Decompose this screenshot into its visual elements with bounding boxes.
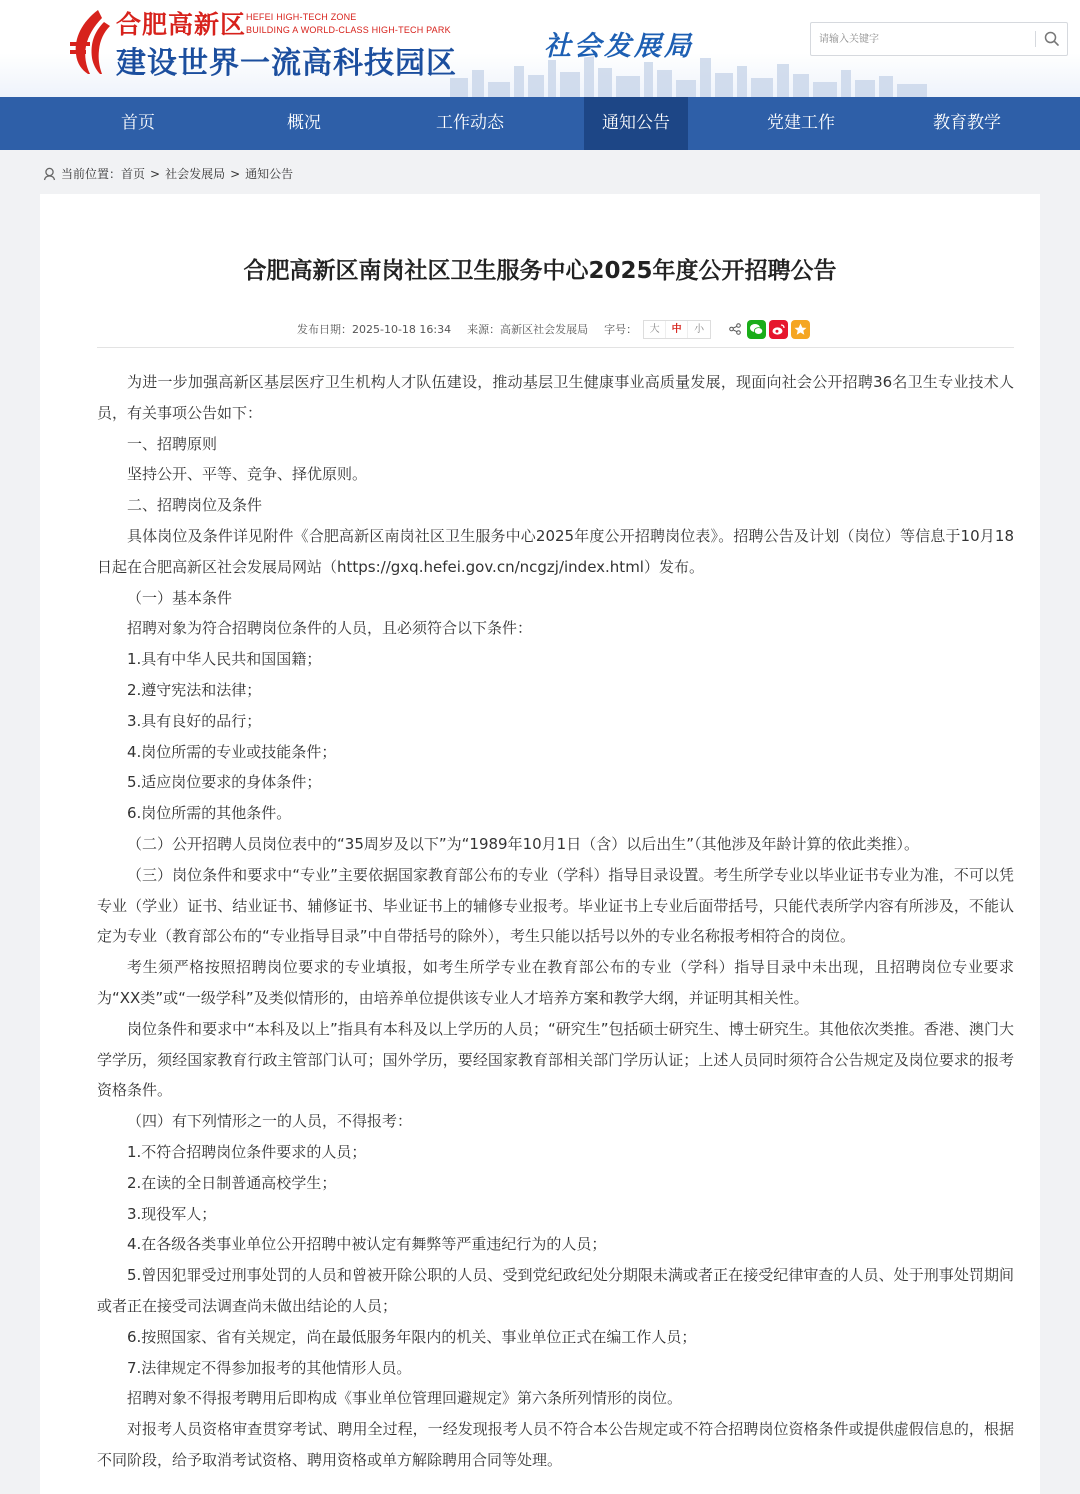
publish-date-label: 发布日期：	[297, 323, 352, 336]
source-label: 来源：	[467, 323, 501, 336]
breadcrumb-label: 当前位置：	[61, 167, 122, 181]
nav-item-notices[interactable]: 通知公告	[584, 97, 688, 150]
paragraph: （三）岗位条件和要求中“专业”主要依据国家教育部公布的专业（学科）指导目录设置。考生所学专业以毕业证书专业为准，不可以凭专业（学业）证书、结业证书、辅修证书、毕业证书上的辅修专业报考。毕业证书上专业后面带括号，只能代表所学内容有所涉及，不能认定为专业（教育部公布的“专业指导目录”中自带括号的除外），考生只能以括号以外的专业名称报考相符合的岗位。	[97, 865, 1014, 946]
font-size-small-button[interactable]: 小	[694, 323, 705, 335]
paragraph: 二、招聘岗位及条件	[127, 496, 263, 515]
publish-date: 2025-10-18 16:34	[352, 322, 452, 336]
nav-item-overview[interactable]: 概况	[287, 113, 321, 133]
logo-title-cn: 合肥高新区	[116, 10, 247, 39]
search-input[interactable]	[811, 23, 1033, 55]
article-title: 合肥高新区南岗社区卫生服务中心2025年度公开招聘公告	[243, 258, 837, 284]
department-title: 社会发展局	[544, 31, 694, 62]
paragraph: 2.遵守宪法和法律；	[127, 680, 262, 699]
paragraph: 为进一步加强高新区基层医疗卫生机构人才队伍建设，推动基层卫生健康事业高质量发展，现面向社会公开招聘36名卫生专业技术人员，有关事项公告如下：	[97, 373, 1014, 422]
article-body	[97, 367, 1014, 1476]
paragraph: 坚持公开、平等、竞争、择优原则。	[127, 465, 368, 484]
paragraph: 7.法律规定不得参加报考的其他情形人员。	[127, 1358, 412, 1377]
paragraph: （二）公开招聘人员岗位表中的“35周岁及以下”为“1989年10月1日（含）以后出生”（其他涉及年龄计算的依此类推）。	[127, 834, 919, 853]
font-size-label: 字号：	[604, 323, 638, 336]
weibo-icon[interactable]	[769, 320, 788, 339]
site-header	[0, 0, 1080, 97]
font-size-medium-button[interactable]: 中	[666, 321, 688, 338]
paragraph: 对报考人员资格审查贯穿考试、聘用全过程，一经发现报考人员不符合本公告规定或不符合招聘岗位资格条件或提供虚假信息的，根据不同阶段，给予取消考试资格、聘用资格或单方解除聘用合同等处理。	[97, 1420, 1014, 1469]
location-pin-icon	[43, 167, 56, 181]
paragraph: 1.不符合招聘岗位条件要求的人员；	[127, 1142, 367, 1161]
wechat-icon[interactable]	[747, 320, 766, 339]
paragraph: 5.曾因犯罪受过刑事处罚的人员和曾被开除公职的人员、受到党纪政纪处分期限未满或者正在接受纪律审查的人员、处于刑事处罚期间或者正在接受司法调查尚未做出结论的人员；	[97, 1266, 1014, 1315]
breadcrumb	[43, 165, 293, 182]
paragraph: 一、招聘原则	[127, 434, 218, 453]
nav-item-news[interactable]: 工作动态	[436, 113, 504, 133]
paragraph: 考生须严格按照招聘岗位要求的专业填报，如考生所学专业在教育部公布的专业（学科）指导目录中未出现，且招聘岗位专业要求为“XX类”或“一级学科”及类似情形的，由培养单位提供该专业人才培养方案和教学大纲，并证明其相关性。	[97, 958, 1014, 1007]
font-size-switcher	[643, 320, 711, 339]
paragraph: 2.在读的全日制普通高校学生；	[127, 1173, 337, 1192]
paragraph: 3.具有良好的品行；	[127, 711, 262, 730]
logo-title-en: HEFEI HIGH-TECH ZONE	[246, 12, 357, 22]
paragraph: 3.现役军人；	[127, 1204, 217, 1223]
breadcrumb-department[interactable]: 社会发展局	[165, 167, 226, 181]
hefei-high-tech-logo-icon	[68, 8, 114, 74]
font-size-large-button[interactable]: 大	[644, 321, 666, 338]
paragraph: （一）基本条件	[127, 588, 233, 607]
paragraph: 5.适应岗位要求的身体条件；	[127, 773, 322, 792]
breadcrumb-separator: >	[230, 166, 241, 181]
paragraph: 招聘对象为符合招聘岗位条件的人员，且必须符合以下条件：	[127, 619, 533, 638]
search-icon[interactable]	[1043, 30, 1061, 48]
paragraph: 6.岗位所需的其他条件。	[127, 804, 292, 823]
main-nav	[0, 97, 1080, 150]
logo-slogan-en: BUILDING A WORLD-CLASS HIGH-TECH PARK	[246, 25, 451, 35]
paragraph: 招聘对象不得报考聘用后即构成《事业单位管理回避规定》第六条所列情形的岗位。	[127, 1389, 683, 1408]
nav-item-party[interactable]: 党建工作	[767, 113, 835, 133]
paragraph: （四）有下列情形之一的人员，不得报考：	[127, 1112, 413, 1131]
paragraph: 6.按照国家、省有关规定，尚在最低服务年限内的机关、事业单位正式在编工作人员；	[127, 1327, 697, 1346]
nav-item-home[interactable]: 首页	[121, 113, 155, 133]
paragraph: 岗位条件和要求中“本科及以上”指具有本科及以上学历的人员；“研究生”包括硕士研究生、博士研究生。其他依次类推。香港、澳门大学学历，须经国家教育行政主管部门认可；国外学历，要经国家教育部相关部门学历认证；上述人员同时须符合公告规定及岗位要求的报考资格条件。	[97, 1019, 1014, 1100]
article-meta	[297, 320, 810, 338]
breadcrumb-notices[interactable]: 通知公告	[245, 167, 294, 181]
share-icon	[729, 323, 741, 335]
paragraph: 具体岗位及条件详见附件《合肥高新区南岗社区卫生服务中心2025年度公开招聘岗位表》。招聘公告及计划（岗位）等信息于10月18日起在合肥高新区社会发展局网站（https://gxq.hefei.gov.cn/ncgzj/index.html）发布。	[97, 526, 1014, 576]
breadcrumb-home[interactable]: 首页	[121, 167, 146, 181]
share-bar	[729, 320, 810, 339]
paragraph: 1.具有中华人民共和国国籍；	[127, 650, 322, 669]
search-box	[810, 22, 1068, 56]
search-divider	[1035, 31, 1036, 47]
breadcrumb-separator: >	[150, 166, 161, 181]
qzone-icon[interactable]	[791, 320, 810, 339]
logo-slogan-cn: 建设世界一流高科技园区	[116, 46, 457, 81]
paragraph: 4.岗位所需的专业或技能条件；	[127, 742, 337, 761]
nav-item-education[interactable]: 教育教学	[933, 113, 1001, 133]
source: 高新区社会发展局	[500, 323, 589, 336]
paragraph: 4.在各级各类事业单位公开招聘中被认定有舞弊等严重违纪行为的人员；	[127, 1235, 607, 1254]
title-divider	[97, 347, 1014, 348]
